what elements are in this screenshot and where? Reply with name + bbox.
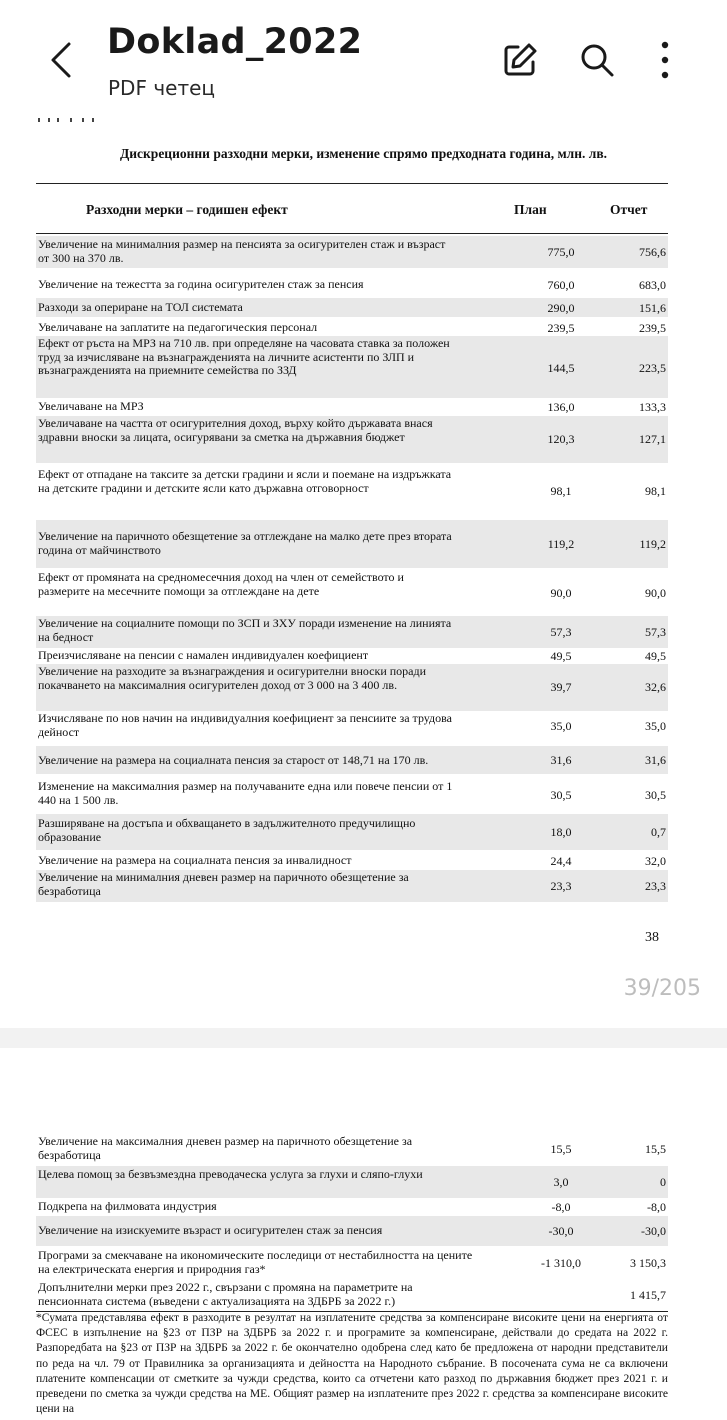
row-report: 32,0 <box>645 854 666 868</box>
row-label: Увеличение на максималния дневен размер на паричното обезщетение за безработица <box>38 1134 413 1162</box>
row-label: Увеличаване на заплатите на педагогическия персонал <box>38 320 318 334</box>
footnote: *Сумата представлява ефект в разходите в резултат на изплатените средства за компенсиране високите цени на енергията от ФСЕС в изпълнение на §23 от ПЗР на ЗДБРБ за 2022 г. и програмите за компенсиране, действали до средата на 2022 г. Разпоредбата на §23 от ПЗР на ЗДБРБ за 2022 г. бе окончателно одобрена след като бе предложена от народни представители по реда на чл. 79 от Правилника за организацията и дейността на Народното събрание. В посочената сума не са включени платените компенсации от сметките за чужди средства, които са отчетени като разход по държавния бюджет през 2021 г. и преведени по сметка за чужди средства на МЕ. Общият размер на изплатените през 2022 г. средства за компенсиране високите цени на <box>36 1311 668 1416</box>
row-plan: 39,7 <box>550 680 572 694</box>
table-row <box>36 711 668 741</box>
row-plan: -30,0 <box>548 1224 574 1238</box>
row-report: 32,6 <box>645 680 666 694</box>
row-report: 0,7 <box>651 825 666 839</box>
row-report: 35,0 <box>645 719 666 733</box>
row-report: 223,5 <box>639 361 666 375</box>
row-plan: 239,5 <box>547 321 575 335</box>
row-plan: 290,0 <box>547 301 575 315</box>
back-button[interactable] <box>38 38 82 82</box>
row-report: 0 <box>660 1175 666 1189</box>
row-plan: 3,0 <box>553 1175 569 1189</box>
row-label: Изменение на максималния размер на получаваните една или повече пенсии от 1 440 на 1 500 лв. <box>38 779 453 807</box>
app-subtitle: PDF четец <box>108 76 216 100</box>
row-plan: 23,3 <box>550 879 572 893</box>
edit-button[interactable] <box>500 40 540 80</box>
table-row <box>36 1280 668 1310</box>
column-header-report: Отчет <box>610 202 648 217</box>
row-report: -8,0 <box>647 1200 666 1214</box>
table-row <box>36 570 668 616</box>
pdf-page-38 <box>0 120 727 1028</box>
row-report: 756,6 <box>639 245 666 259</box>
page-counter: 39/205 <box>623 976 701 1001</box>
row-plan: 31,6 <box>550 753 572 767</box>
row-label: Увеличение на изискуемите възраст и осигурителен стаж за пенсия <box>38 1223 383 1237</box>
search-button[interactable] <box>577 40 617 80</box>
table-row <box>36 1166 668 1198</box>
edit-icon <box>501 41 539 79</box>
row-report: -30,0 <box>641 1224 666 1238</box>
row-plan: 760,0 <box>547 278 575 292</box>
table-row <box>36 1247 668 1279</box>
table-row <box>36 777 668 811</box>
table-row <box>36 746 668 774</box>
back-arrow-icon <box>45 40 75 80</box>
row-plan: -1 310,0 <box>541 1256 581 1270</box>
row-report: 683,0 <box>639 278 666 292</box>
row-label: Ефект от промяната на средномесечния доход на член от семейството и размерите на месечните помощи за отглеждане на дете <box>38 570 404 598</box>
row-label: Увеличение на минималния размер на пенсията за осигурителен стаж и възраст от 300 на 370 лв. <box>38 237 446 265</box>
row-plan: 49,5 <box>550 649 572 663</box>
row-plan: -8,0 <box>551 1200 571 1214</box>
row-label: Увеличаване на МРЗ <box>38 399 144 413</box>
table-title: Дискреционни разходни мерки, изменение спрямо предходната година, млн. лв. <box>119 146 608 161</box>
printed-page-number: 38 <box>645 930 659 945</box>
row-label: Разходи за опериране на ТОЛ системата <box>38 300 243 314</box>
table-header-rule <box>36 233 668 234</box>
table-row <box>36 276 668 294</box>
row-label: Увеличение на социалните помощи по ЗСП и ЗХУ поради изменение на линията на бедност <box>38 616 452 644</box>
table-row <box>36 467 668 515</box>
table-row <box>36 814 668 850</box>
row-plan: 24,4 <box>550 854 572 868</box>
previous-text-remnant <box>36 118 96 124</box>
row-label: Допълнителни мерки през 2022 г., свързани с промяна на параметрите на пенсионната система (въведени с актуализацията на ЗДБРБ за 2022 г.) <box>38 1280 413 1308</box>
table-row <box>36 336 668 398</box>
table-row <box>36 319 668 336</box>
row-plan: 57,3 <box>550 625 572 639</box>
table-top-rule <box>36 183 668 184</box>
column-header-plan: План <box>514 202 547 217</box>
table-row <box>36 399 668 415</box>
row-label: Увеличаване на частта от осигурителния доход, върху който държавата внася здравни вноски за лицата, осигурявани за сметка на държавния бюджет <box>38 416 433 444</box>
row-report: 30,5 <box>645 788 666 802</box>
row-plan: 15,5 <box>550 1142 572 1156</box>
row-report: 57,3 <box>645 625 666 639</box>
table-row <box>36 1216 668 1246</box>
row-report: 127,1 <box>639 432 666 446</box>
more-vertical-icon <box>645 40 685 80</box>
row-label: Ефект от отпадане на таксите за детски градини и ясли и поемане на издръжката на детските градини и детските ясли като държавна отговорност <box>38 467 452 495</box>
row-label: Увеличение на паричното обезщетение за отглеждане на малко дете през втората година от майчинството <box>38 529 452 557</box>
row-report: 23,3 <box>645 879 666 893</box>
search-icon <box>578 41 616 79</box>
row-plan: 144,5 <box>547 361 575 375</box>
row-plan: 136,0 <box>547 400 575 414</box>
table-row <box>36 520 668 568</box>
row-label: Увеличение на минималния дневен размер на паричното обезщетение за безработица <box>38 870 409 898</box>
table-row <box>36 236 668 268</box>
table-row <box>36 1134 668 1164</box>
pdf-page-39 <box>0 1048 727 1420</box>
table-row <box>36 298 668 317</box>
row-report: 49,5 <box>645 649 666 663</box>
table-row <box>36 416 668 463</box>
row-report: 98,1 <box>645 484 666 498</box>
table-row <box>36 1199 668 1215</box>
row-label: Програми за смекчаване на икономическите последици от нестабилността на цените на електрическата енергия и природния газ* <box>38 1248 473 1276</box>
document-title: Doklad_2022 <box>107 22 363 62</box>
row-label: Увеличение на разходите за възнаграждения и осигурителни вноски поради покачването на максималния осигурителен доход от 3 000 на 3 400 лв. <box>38 664 427 692</box>
row-plan: 120,3 <box>547 432 575 446</box>
page-separator <box>0 1028 727 1048</box>
row-report: 90,0 <box>645 586 666 600</box>
row-report: 3 150,3 <box>630 1256 666 1270</box>
table-row <box>36 870 668 902</box>
row-label: Преизчисляване на пенсии с намален индивидуален коефициент <box>38 648 369 662</box>
row-report: 1 415,7 <box>630 1288 666 1302</box>
row-report: 133,3 <box>639 400 666 414</box>
row-plan: 35,0 <box>550 719 572 733</box>
row-plan: 98,1 <box>550 484 572 498</box>
row-plan: 775,0 <box>547 245 575 259</box>
more-options-button[interactable] <box>645 40 685 80</box>
table-row <box>36 664 668 711</box>
column-header-measure: Разходни мерки – годишен ефект <box>86 202 288 217</box>
row-label: Подкрепа на филмовата индустрия <box>38 1199 217 1213</box>
table-row <box>36 648 668 664</box>
row-report: 15,5 <box>645 1142 666 1156</box>
row-label: Увеличение на размера на социалната пенсия за старост от 148,71 на 170 лв. <box>38 753 429 767</box>
table-row <box>36 852 668 870</box>
table-row <box>36 616 668 648</box>
row-label: Увеличение на тежестта за година осигурителен стаж за пенсия <box>38 277 364 291</box>
app-bar <box>0 0 727 120</box>
row-report: 31,6 <box>645 753 666 767</box>
row-plan: 119,2 <box>547 537 575 551</box>
row-label: Увеличение на размера на социалната пенсия за инвалидност <box>38 853 352 867</box>
row-label: Целева помощ за безвъзмездна преводаческа услуга за глухи и сляпо-глухи <box>38 1167 423 1181</box>
row-label: Разширяване на достъпа и обхващането в задължителното предучилищно образование <box>38 816 416 844</box>
row-report: 239,5 <box>639 321 666 335</box>
row-plan: 18,0 <box>550 825 572 839</box>
row-label: Ефект от ръста на МРЗ на 710 лв. при определяне на часовата ставка за положен труд за изчисляване на възнагражденията на личните асистенти по ЗЛП и възнагражденията на приемните семейства по ЗЗД <box>38 336 450 378</box>
row-label: Изчисляване по нов начин на индивидуалния коефициент за пенсиите за трудова дейност <box>38 711 452 739</box>
row-plan: 90,0 <box>550 586 572 600</box>
row-report: 151,6 <box>639 301 666 315</box>
row-report: 119,2 <box>639 537 666 551</box>
row-plan: 30,5 <box>550 788 572 802</box>
